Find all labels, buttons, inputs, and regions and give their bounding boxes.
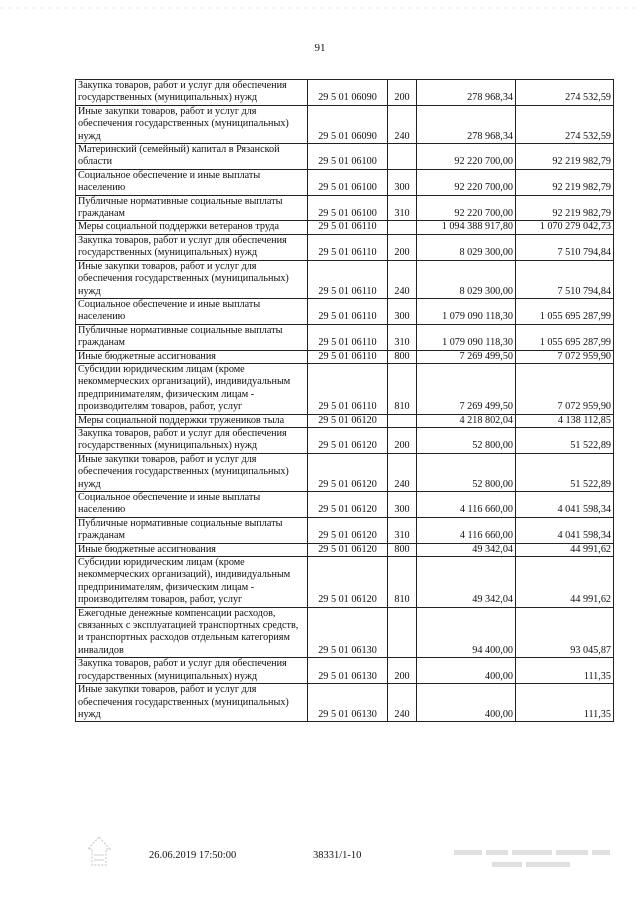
planned-sum-cell: 92 220 700,00 (417, 195, 516, 221)
target-article-cell: 29 5 01 06110 (308, 298, 388, 324)
expenditure-name-cell: Публичные нормативные социальные выплаты гражданам (76, 195, 308, 221)
planned-sum-cell: 49 342,04 (417, 543, 516, 556)
planned-sum-cell: 94 400,00 (417, 607, 516, 658)
planned-sum-cell: 1 079 090 118,30 (417, 298, 516, 324)
table-row (76, 195, 614, 221)
expenditure-name-cell: Закупка товаров, работ и услуг для обеспечения государственных (муниципальных) нужд (76, 658, 308, 684)
budget-table (75, 79, 614, 722)
executed-sum-cell: 1 055 695 287,99 (516, 298, 614, 324)
expenditure-name-cell: Закупка товаров, работ и услуг для обеспечения государственных (муниципальных) нужд (76, 427, 308, 453)
expenditure-name-cell: Иные бюджетные ассигнования (76, 543, 308, 556)
expenditure-name-cell: Иные закупки товаров, работ и услуг для обеспечения государственных (муниципальных) нужд (76, 684, 308, 722)
target-article-cell: 29 5 01 06130 (308, 607, 388, 658)
target-article-cell: 29 5 01 06120 (308, 543, 388, 556)
expense-type-cell (388, 607, 417, 658)
target-article-cell: 29 5 01 06100 (308, 144, 388, 170)
target-article-cell: 29 5 01 06120 (308, 414, 388, 427)
expenditure-name-cell: Публичные нормативные социальные выплаты гражданам (76, 324, 308, 350)
executed-sum-cell: 51 522,89 (516, 427, 614, 453)
planned-sum-cell: 8 029 300,00 (417, 260, 516, 298)
table-row (76, 221, 614, 234)
target-article-cell: 29 5 01 06130 (308, 658, 388, 684)
target-article-cell: 29 5 01 06090 (308, 105, 388, 143)
table-row (76, 684, 614, 722)
table-row (76, 658, 614, 684)
planned-sum-cell: 4 116 660,00 (417, 492, 516, 518)
executed-sum-cell: 92 219 982,79 (516, 195, 614, 221)
expenditure-name-cell: Субсидии юридическим лицам (кроме некоммерческих организаций), индивидуальным предпринимателям, физическим лицам - производителям товаров, работ, услуг (76, 363, 308, 414)
table-row (76, 492, 614, 518)
table-row (76, 517, 614, 543)
target-article-cell: 29 5 01 06100 (308, 195, 388, 221)
planned-sum-cell: 52 800,00 (417, 427, 516, 453)
table-row (76, 557, 614, 608)
planned-sum-cell: 7 269 499,50 (417, 363, 516, 414)
planned-sum-cell: 92 220 700,00 (417, 169, 516, 195)
executed-sum-cell: 274 532,59 (516, 80, 614, 106)
executed-sum-cell: 1 070 279 042,73 (516, 221, 614, 234)
table-row (76, 324, 614, 350)
table-row (76, 543, 614, 556)
planned-sum-cell: 4 116 660,00 (417, 517, 516, 543)
footer-doc-number: 38331/1-10 (313, 850, 362, 861)
target-article-cell: 29 5 01 06090 (308, 80, 388, 106)
expenditure-name-cell: Иные закупки товаров, работ и услуг для обеспечения государственных (муниципальных) нужд (76, 260, 308, 298)
target-article-cell: 29 5 01 06110 (308, 260, 388, 298)
expense-type-cell: 310 (388, 195, 417, 221)
table-row (76, 607, 614, 658)
executed-sum-cell: 4 041 598,34 (516, 492, 614, 518)
planned-sum-cell: 400,00 (417, 658, 516, 684)
planned-sum-cell: 8 029 300,00 (417, 234, 516, 260)
target-article-cell: 29 5 01 06110 (308, 350, 388, 363)
executed-sum-cell: 92 219 982,79 (516, 144, 614, 170)
expense-type-cell (388, 221, 417, 234)
executed-sum-cell: 111,35 (516, 684, 614, 722)
executed-sum-cell: 7 072 959,90 (516, 363, 614, 414)
expense-type-cell: 300 (388, 169, 417, 195)
expenditure-name-cell: Социальное обеспечение и иные выплаты населению (76, 492, 308, 518)
expenditure-name-cell: Иные закупки товаров, работ и услуг для обеспечения государственных (муниципальных) нужд (76, 453, 308, 491)
expenditure-name-cell: Социальное обеспечение и иные выплаты населению (76, 298, 308, 324)
expenditure-name-cell: Закупка товаров, работ и услуг для обеспечения государственных (муниципальных) нужд (76, 234, 308, 260)
target-article-cell: 29 5 01 06110 (308, 324, 388, 350)
planned-sum-cell: 49 342,04 (417, 557, 516, 608)
expenditure-name-cell: Иные закупки товаров, работ и услуг для обеспечения государственных (муниципальных) нужд (76, 105, 308, 143)
target-article-cell: 29 5 01 06100 (308, 169, 388, 195)
expense-type-cell: 240 (388, 260, 417, 298)
table-row (76, 105, 614, 143)
expense-type-cell: 310 (388, 517, 417, 543)
target-article-cell: 29 5 01 06110 (308, 363, 388, 414)
expense-type-cell: 200 (388, 234, 417, 260)
table-row (76, 350, 614, 363)
target-article-cell: 29 5 01 06120 (308, 557, 388, 608)
expenditure-name-cell: Материнский (семейный) капитал в Рязанской области (76, 144, 308, 170)
expense-type-cell: 200 (388, 80, 417, 106)
table-row (76, 234, 614, 260)
table-row (76, 298, 614, 324)
expense-type-cell: 240 (388, 684, 417, 722)
executed-sum-cell: 7 072 959,90 (516, 350, 614, 363)
planned-sum-cell: 278 968,34 (417, 105, 516, 143)
expenditure-name-cell: Социальное обеспечение и иные выплаты населению (76, 169, 308, 195)
scan-top-edge (0, 0, 640, 8)
page-number: 91 (314, 42, 326, 54)
table-row (76, 414, 614, 427)
table-row (76, 144, 614, 170)
target-article-cell: 29 5 01 06120 (308, 492, 388, 518)
executed-sum-cell: 44 991,62 (516, 543, 614, 556)
table-row (76, 427, 614, 453)
footer-datetime: 26.06.2019 17:50:00 (149, 850, 237, 861)
target-article-cell: 29 5 01 06110 (308, 234, 388, 260)
expense-type-cell (388, 144, 417, 170)
target-article-cell: 29 5 01 06120 (308, 453, 388, 491)
expenditure-name-cell: Закупка товаров, работ и услуг для обеспечения государственных (муниципальных) нужд (76, 80, 308, 106)
executed-sum-cell: 7 510 794,84 (516, 234, 614, 260)
expense-type-cell: 300 (388, 492, 417, 518)
expense-type-cell: 800 (388, 350, 417, 363)
planned-sum-cell: 92 220 700,00 (417, 144, 516, 170)
expense-type-cell (388, 414, 417, 427)
expenditure-name-cell: Меры социальной поддержки тружеников тыла (76, 414, 308, 427)
archive-stamp-icon (84, 835, 114, 869)
planned-sum-cell: 1 079 090 118,30 (417, 324, 516, 350)
expense-type-cell: 200 (388, 427, 417, 453)
planned-sum-cell: 1 094 388 917,80 (417, 221, 516, 234)
executed-sum-cell: 93 045,87 (516, 607, 614, 658)
table-row (76, 169, 614, 195)
target-article-cell: 29 5 01 06120 (308, 517, 388, 543)
executed-sum-cell: 44 991,62 (516, 557, 614, 608)
executed-sum-cell: 1 055 695 287,99 (516, 324, 614, 350)
expense-type-cell: 810 (388, 363, 417, 414)
table-row (76, 260, 614, 298)
expense-type-cell: 800 (388, 543, 417, 556)
executed-sum-cell: 4 041 598,34 (516, 517, 614, 543)
expense-type-cell: 240 (388, 105, 417, 143)
executed-sum-cell: 4 138 112,85 (516, 414, 614, 427)
registry-watermark (452, 846, 612, 876)
planned-sum-cell: 52 800,00 (417, 453, 516, 491)
planned-sum-cell: 4 218 802,04 (417, 414, 516, 427)
budget-table-body (76, 80, 614, 722)
expense-type-cell: 310 (388, 324, 417, 350)
target-article-cell: 29 5 01 06120 (308, 427, 388, 453)
planned-sum-cell: 7 269 499,50 (417, 350, 516, 363)
planned-sum-cell: 400,00 (417, 684, 516, 722)
expenditure-name-cell: Субсидии юридическим лицам (кроме некоммерческих организаций), индивидуальным предпринимателям, физическим лицам - производителям товаров, работ, услуг (76, 557, 308, 608)
target-article-cell: 29 5 01 06130 (308, 684, 388, 722)
table-row (76, 363, 614, 414)
expense-type-cell: 300 (388, 298, 417, 324)
expenditure-name-cell: Ежегодные денежные компенсации расходов, связанных с эксплуатацией транспортных средств, и транспортных расходов отдельным категориям инвалидов (76, 607, 308, 658)
expense-type-cell: 240 (388, 453, 417, 491)
planned-sum-cell: 278 968,34 (417, 80, 516, 106)
expenditure-name-cell: Иные бюджетные ассигнования (76, 350, 308, 363)
table-row (76, 80, 614, 106)
expenditure-name-cell: Меры социальной поддержки ветеранов труда (76, 221, 308, 234)
target-article-cell: 29 5 01 06110 (308, 221, 388, 234)
table-row (76, 453, 614, 491)
expenditure-name-cell: Публичные нормативные социальные выплаты гражданам (76, 517, 308, 543)
executed-sum-cell: 274 532,59 (516, 105, 614, 143)
expense-type-cell: 200 (388, 658, 417, 684)
executed-sum-cell: 92 219 982,79 (516, 169, 614, 195)
expense-type-cell: 810 (388, 557, 417, 608)
executed-sum-cell: 51 522,89 (516, 453, 614, 491)
executed-sum-cell: 111,35 (516, 658, 614, 684)
executed-sum-cell: 7 510 794,84 (516, 260, 614, 298)
